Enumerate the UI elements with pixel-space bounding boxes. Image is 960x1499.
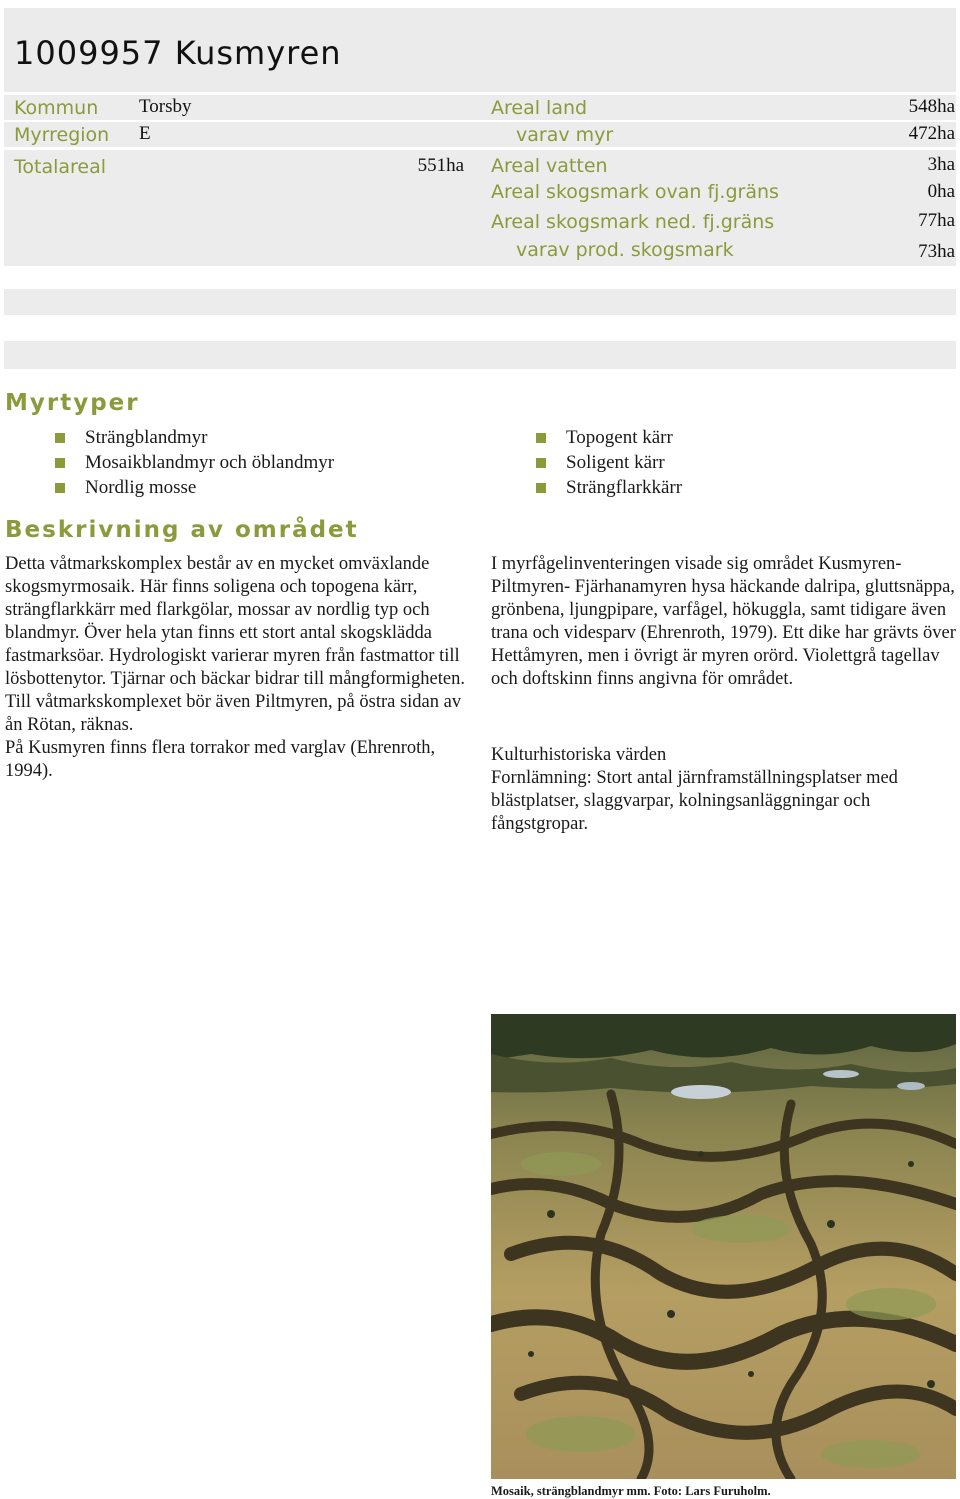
areal-land-value: 548ha	[908, 96, 955, 117]
areal-vatten-label: Areal vatten	[491, 155, 608, 177]
areal-land-label: Areal land	[491, 97, 588, 119]
kommun-value: Torsby	[139, 96, 192, 117]
list-item: Mosaikblandmyr och öblandmyr	[55, 450, 334, 475]
totalareal-value: 551ha	[417, 155, 464, 176]
list-item: Soligent kärr	[536, 450, 682, 475]
description-right: I myrfågelinventeringen visade sig området Kusmyren-Piltmyren- Fjärhanamyren hysa häckande dalripa, gluttsnäppa, grönbena, ljungpipare, varfågel, hökuggla, samt tidigare även trana och videsparv (Ehrenroth, 1979). Ett dike har grävts över Hettåmyren, men i övrigt är myren orörd. Violettgrå tagellav och doftskinn finns angivna för området.	[491, 554, 956, 689]
skog-ned-value: 77ha	[918, 210, 955, 231]
myrregion-label: Myrregion	[14, 124, 110, 146]
empty-band-2	[4, 341, 956, 369]
page-title: 1009957 Kusmyren	[14, 34, 342, 72]
description-left	[5, 553, 473, 783]
kultur-section	[491, 744, 956, 836]
mire-photo	[491, 1014, 956, 1479]
beskrivning-heading: Beskrivning av området	[5, 517, 359, 543]
varav-myr-label: varav myr	[516, 124, 614, 146]
bullet-square-icon	[55, 458, 65, 468]
mire-photo-image	[491, 1014, 956, 1479]
prod-skog-value: 73ha	[918, 241, 955, 262]
skog-ovan-label: Areal skogsmark ovan fj.gräns	[491, 181, 779, 203]
kultur-text: Fornlämning: Stort antal järnframställningsplatser med blästplatser, slaggvarpar, kolningsanläggningar och fångstgropar.	[491, 768, 898, 834]
skog-ned-label: Areal skogsmark ned. fj.gräns	[491, 211, 775, 233]
empty-band-1	[4, 289, 956, 315]
bullet-square-icon	[55, 483, 65, 493]
kultur-heading: Kulturhistoriska värden	[491, 745, 667, 765]
list-item: Strängflarkkärr	[536, 475, 682, 500]
myrtyper-list-left	[55, 425, 334, 500]
myrtyper-heading: Myrtyper	[5, 390, 140, 416]
prod-skog-label: varav prod. skogsmark	[516, 239, 734, 261]
myrregion-value: E	[139, 123, 151, 144]
skog-ovan-value: 0ha	[927, 181, 955, 202]
areal-vatten-value: 3ha	[927, 154, 955, 175]
list-item: Topogent kärr	[536, 425, 682, 450]
photo-caption: Mosaik, strängblandmyr mm. Foto: Lars Furuholm.	[491, 1484, 771, 1498]
summary-block	[4, 150, 956, 266]
bullet-square-icon	[536, 483, 546, 493]
list-item: Nordlig mosse	[55, 475, 334, 500]
kommun-label: Kommun	[14, 97, 99, 119]
bullet-square-icon	[536, 433, 546, 443]
bullet-square-icon	[55, 433, 65, 443]
description-left-text: Detta våtmarkskomplex består av en mycket omväxlande skogsmyrmosaik. Här finns soligena och topogena kärr, strängflarkkärr med flarkgölar, mossar av nordlig typ och blandmyr. Över hela ytan finns ett stort antal skogsklädda fastmarksöar. Hydrologiskt varierar myren från fastmattor till lösbottenytor. Tjärnar och bäckar bidrar till mångformigheten. Till våtmarkskomplexet bör även Piltmyren, på östra sidan av ån Rötan, räknas.	[5, 554, 465, 735]
list-item: Strängblandmyr	[55, 425, 334, 450]
bullet-square-icon	[536, 458, 546, 468]
totalareal-label: Totalareal	[14, 156, 107, 178]
varav-myr-value: 472ha	[908, 123, 955, 144]
myrtyper-list-right	[536, 425, 682, 500]
description-left-text-2: På Kusmyren finns flera torrakor med varglav (Ehrenroth, 1994).	[5, 738, 436, 781]
